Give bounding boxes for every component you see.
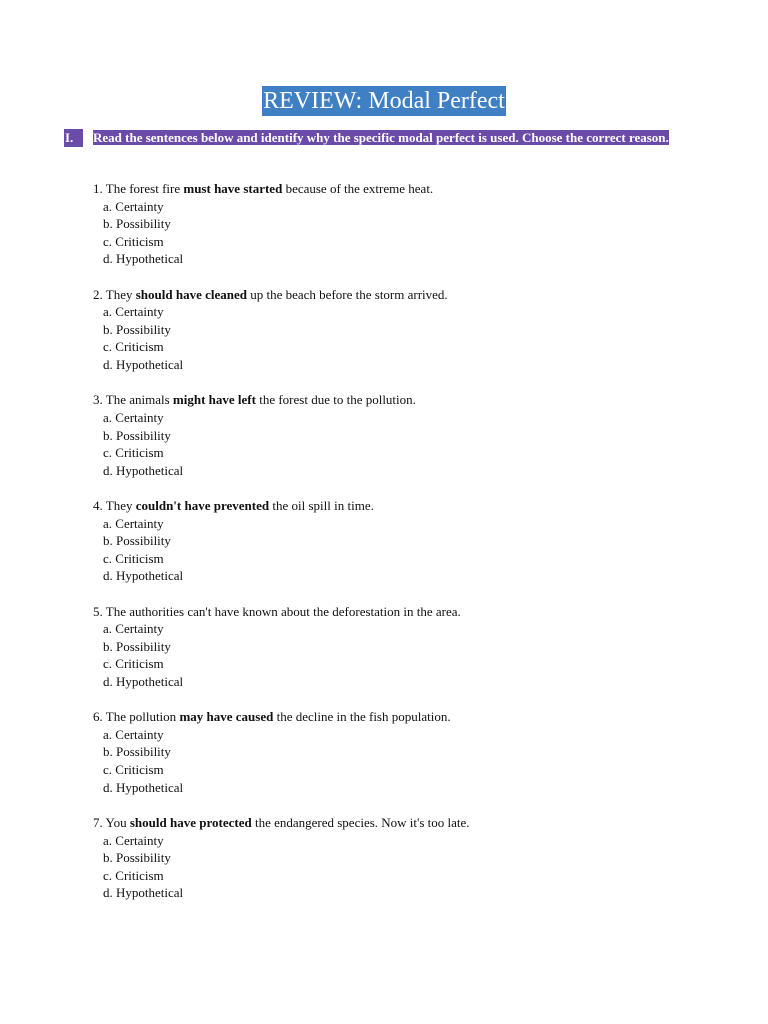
question-number: 4. (93, 497, 103, 513)
question-item (93, 497, 733, 585)
modal-phrase: should have protected (129, 814, 252, 830)
answer-option: b. Possibility (103, 533, 171, 549)
question-text-before: They (105, 497, 133, 513)
answer-option: d. Hypothetical (103, 568, 184, 584)
question-text-before: The pollution (105, 709, 177, 725)
answer-option: d. Hypothetical (103, 674, 184, 689)
answer-option: b. Possibility (103, 638, 171, 654)
answer-options (93, 409, 733, 479)
question-text-before: They (105, 286, 133, 302)
answer-option: c. Criticism (103, 550, 164, 566)
question-text-before: The animals (105, 392, 170, 408)
answer-option: c. Criticism (103, 445, 164, 461)
question-sentence (93, 603, 733, 621)
answer-option: c. Criticism (103, 339, 164, 355)
answer-option: a. Certainty (103, 409, 164, 425)
question-text-after: up the beach before the storm arrived. (250, 286, 448, 302)
question-item (93, 603, 733, 691)
answer-option: a. Certainty (103, 726, 164, 742)
answer-option: c. Criticism (103, 656, 164, 672)
answer-option: b. Possibility (103, 427, 171, 443)
question-text-after: the forest due to the pollution. (259, 392, 416, 408)
answer-option: a. Certainty (103, 621, 164, 637)
document-title: REVIEW: Modal Perfect (263, 88, 505, 114)
question-item (93, 708, 733, 796)
answer-option: b. Possibility (103, 850, 171, 866)
answer-option: a. Certainty (103, 304, 164, 320)
modal-phrase: may have caused (179, 709, 274, 725)
question-sentence (93, 497, 733, 515)
answer-option: d. Hypothetical (103, 779, 184, 795)
question-item (93, 180, 733, 268)
question-number: 2. (93, 286, 103, 302)
answer-options (93, 303, 733, 373)
answer-options (93, 726, 733, 796)
answer-options (93, 832, 733, 902)
instruction (64, 129, 684, 147)
answer-option: d. Hypothetical (103, 462, 184, 478)
answer-option: a. Certainty (103, 832, 164, 848)
question-sentence (93, 286, 733, 304)
instruction-text-wrap (93, 129, 684, 147)
answer-options (93, 620, 733, 690)
answer-option: d. Hypothetical (103, 885, 184, 901)
question-item (93, 814, 733, 902)
question-number: 7. (93, 814, 103, 830)
question-sentence (93, 391, 733, 409)
answer-options (93, 515, 733, 585)
modal-phrase: might have left (172, 392, 256, 408)
question-number: 6. (93, 709, 103, 725)
question-text-after: because of the extreme heat. (285, 181, 434, 196)
question-number: 3. (93, 392, 103, 408)
answer-option: a. Certainty (103, 198, 164, 214)
answer-option: b. Possibility (103, 744, 171, 760)
question-sentence (93, 180, 733, 198)
question-list (93, 180, 733, 920)
modal-phrase: should have cleaned (135, 286, 247, 302)
answer-option: a. Certainty (103, 515, 164, 531)
question-text-before: You (105, 814, 127, 830)
answer-option: d. Hypothetical (103, 357, 184, 373)
question-text-before: The authorities can't have known about the deforestation in the area. (105, 603, 461, 619)
question-number: 1. (93, 181, 103, 196)
title-container (0, 86, 768, 116)
answer-options (93, 198, 733, 268)
question-text-after: the decline in the fish population. (276, 709, 451, 725)
answer-option: b. Possibility (103, 216, 171, 232)
modal-phrase: couldn't have prevented (135, 497, 270, 513)
instruction-number: I. (64, 129, 83, 147)
question-sentence (93, 708, 733, 726)
question-text-after: the oil spill in time. (272, 497, 374, 513)
question-number: 5. (93, 603, 103, 619)
question-text-after: the endangered species. Now it's too late. (254, 814, 470, 830)
answer-option: c. Criticism (103, 762, 164, 778)
question-text-before: The forest fire (105, 181, 181, 196)
answer-option: c. Criticism (103, 867, 164, 883)
answer-option: c. Criticism (103, 233, 164, 249)
question-item (93, 391, 733, 479)
question-item (93, 286, 733, 374)
modal-phrase: must have started (183, 181, 283, 196)
answer-option: b. Possibility (103, 321, 171, 337)
instruction-text: Read the sentences below and identify why the specific modal perfect is used. Choose the correct reason. (93, 130, 669, 145)
answer-option: d. Hypothetical (103, 251, 184, 267)
question-sentence (93, 814, 733, 832)
